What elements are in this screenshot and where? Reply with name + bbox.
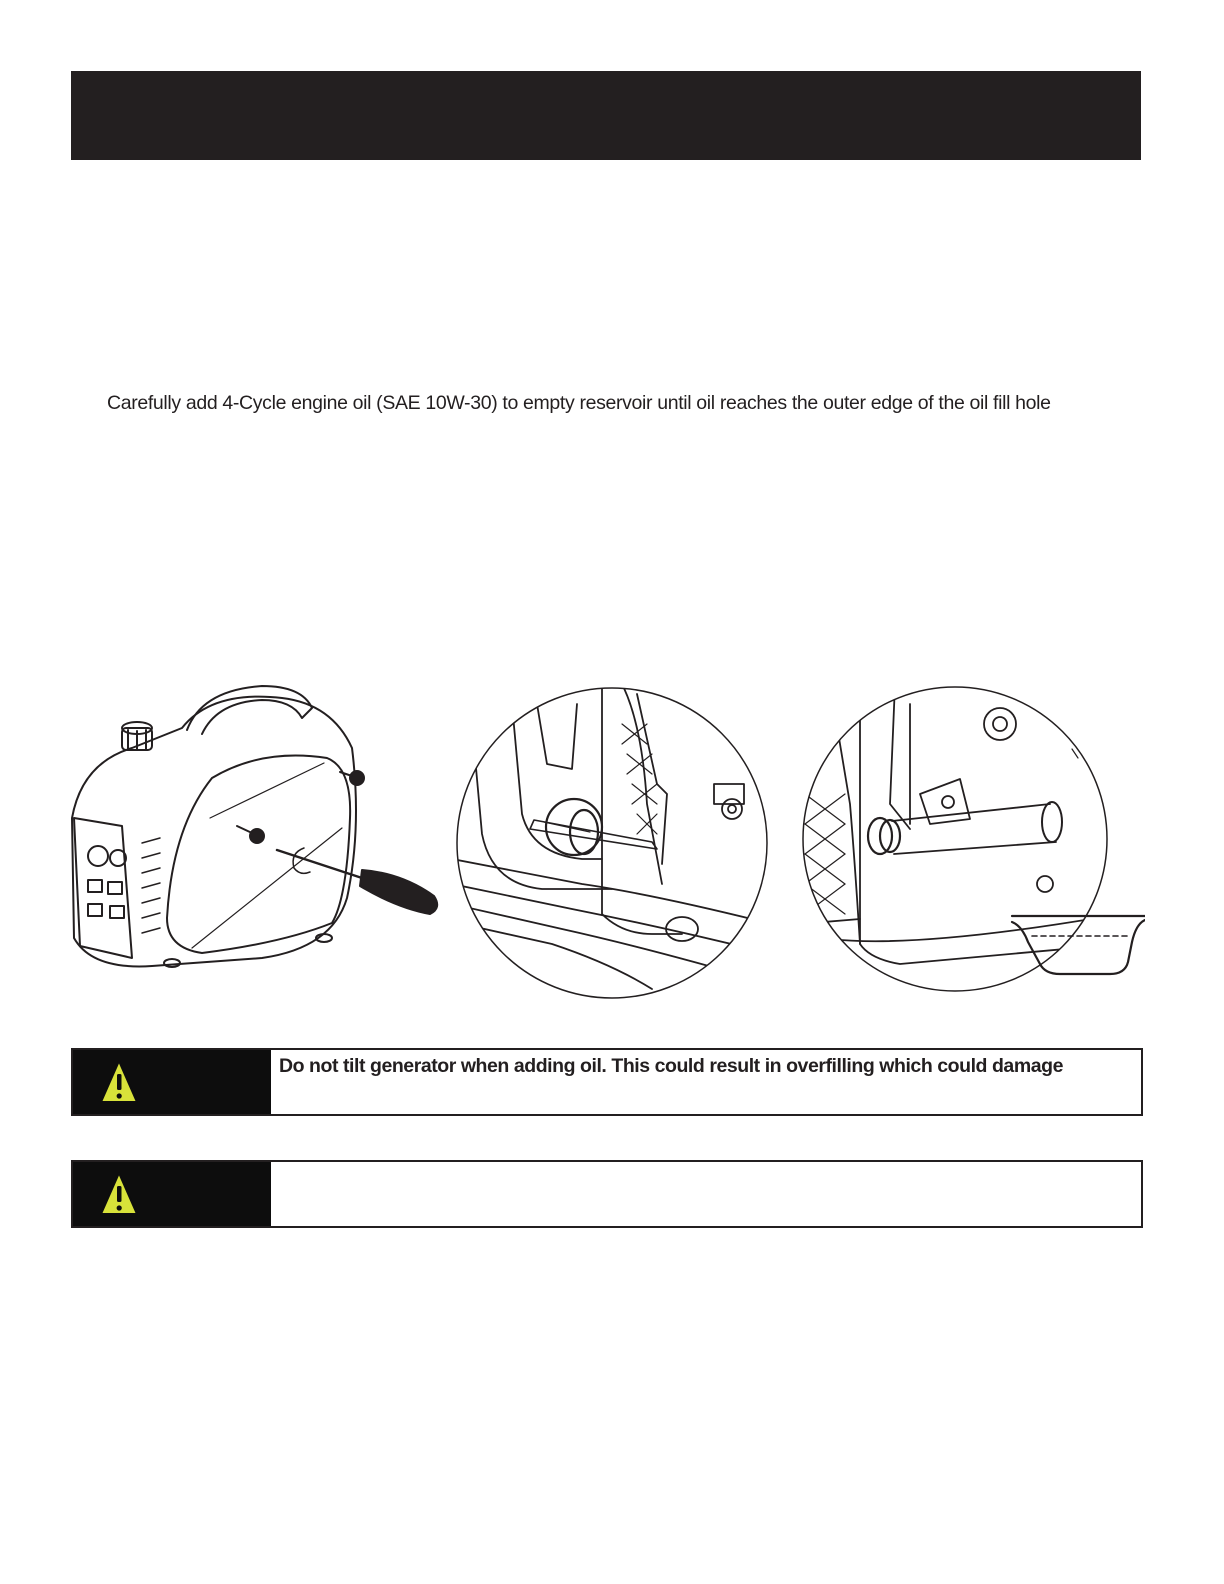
warning-box [71,1048,1143,1116]
screw-icon [237,826,264,843]
warning-triangle-icon [99,1170,139,1218]
generator-panel-figure [62,668,447,978]
warning-text: Do not tilt generator when adding oil. This could result in overfilling which could damage [279,1055,1063,1077]
section-header-bar [71,71,1141,160]
oil-cap-figure [452,684,772,1002]
warning-label [73,1162,271,1226]
side-panel [167,756,350,954]
bolt-icon [714,784,744,819]
warning-label [73,1050,271,1114]
generator-handle [187,686,312,734]
bolt-icon [984,708,1016,740]
warning-box [71,1160,1143,1228]
oil-cap-icon [530,799,657,855]
oil-funnel-figure [800,684,1145,1002]
warning-triangle-icon [99,1058,139,1106]
fuel-cap-icon [122,722,152,750]
screw-icon [340,771,364,785]
screwdriver-icon [277,850,437,914]
add-oil-instruction: Carefully add 4-Cycle engine oil (SAE 10W-30) to empty reservoir until oil reaches the outer edge of the oil fill hole [107,392,1051,414]
oil-level-diagram [1012,916,1145,974]
funnel-icon [868,802,1062,854]
generator-body [72,697,356,967]
